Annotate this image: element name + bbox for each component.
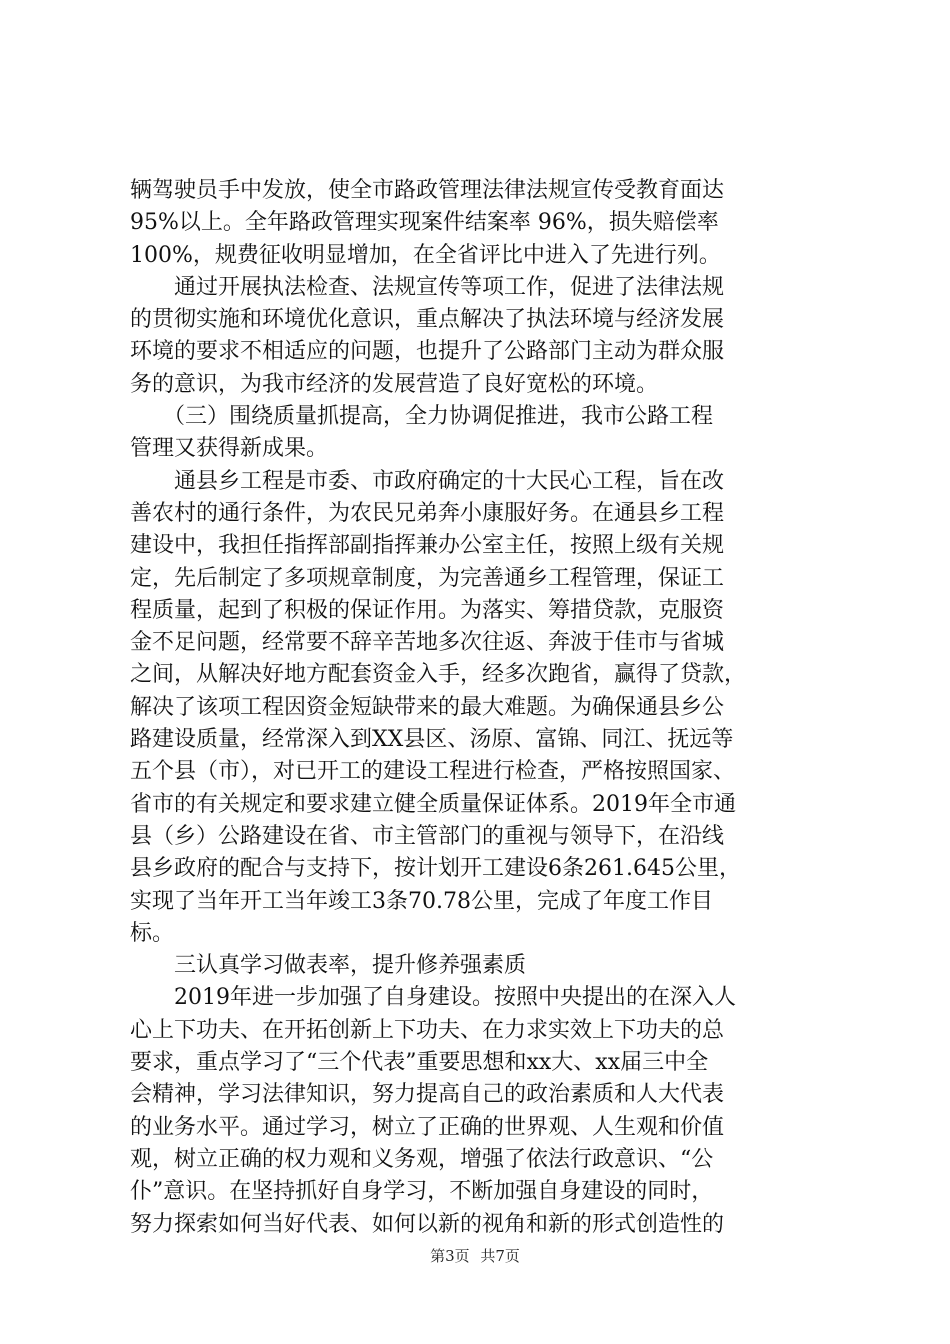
text-line: 县（乡）公路建设在省、市主管部门的重视与领导下，在沿线	[130, 823, 725, 849]
text-line: 实现了当年开工当年竣工3条70.78公里，完成了年度工作目	[130, 888, 713, 914]
text-line: 2019年进一步加强了自身建设。按照中央提出的在深入人	[130, 985, 736, 1011]
text-line: 程质量，起到了积极的保证作用。为落实、筹措贷款，克服资	[130, 597, 725, 623]
text-line: 的贯彻实施和环境优化意识，重点解决了执法环境与经济发展	[130, 307, 725, 333]
text-line: 心上下功夫、在开拓创新上下功夫、在力求实效上下功夫的总	[130, 1017, 725, 1043]
page-footer	[0, 1245, 950, 1266]
page-total: 共7页	[480, 1247, 520, 1265]
text-line: 务的意识，为我市经济的发展营造了良好宽松的环境。	[130, 371, 659, 397]
text-line: 辆驾驶员手中发放，使全市路政管理法律法规宣传受教育面达	[130, 178, 725, 203]
text-line: 环境的要求不相适应的问题，也提升了公路部门主动为群众服	[130, 339, 725, 365]
text-line: 三认真学习做表率，提升修养强素质	[130, 953, 527, 979]
text-line: 金不足问题，经常要不辞辛苦地多次往返、奔波于佳市与省城	[130, 630, 725, 656]
text-line: 通县乡工程是市委、市政府确定的十大民心工程，旨在改	[130, 468, 725, 494]
text-line: 要求，重点学习了“三个代表”重要思想和xx大、xx届三中全	[130, 1050, 709, 1076]
document-body	[130, 175, 830, 1241]
text-line: 路建设质量，经常深入到XX县区、汤原、富锦、同江、抚远等	[130, 727, 734, 753]
text-line: 观，树立正确的权力观和义务观，增强了依法行政意识、“公	[130, 1146, 714, 1172]
text-line: 五个县（市），对已开工的建设工程进行检查，严格按照国家、	[130, 759, 736, 785]
text-line: 努力探索如何当好代表、如何以新的视角和新的形式创造性的	[130, 1211, 725, 1237]
text-line: 定，先后制定了多项规章制度，为完善通乡工程管理，保证工	[130, 565, 725, 591]
text-line: 100%，规费征收明显增加，在全省评比中进入了先进行列。	[130, 242, 721, 268]
text-line: 95%以上。全年路政管理实现案件结案率 96%，损失赔偿率	[130, 210, 719, 236]
text-line: （三）围绕质量抓提高，全力协调促推进，我市公路工程	[130, 404, 714, 430]
text-line: 的业务水平。通过学习，树立了正确的世界观、人生观和价值	[130, 1114, 725, 1140]
text-line: 省市的有关规定和要求建立健全质量保证体系。2019年全市通	[130, 791, 736, 817]
text-line: 解决了该项工程因资金短缺带来的最大难题。为确保通县乡公	[130, 694, 725, 720]
text-line: 标。	[130, 920, 175, 946]
text-line: 会精神，学习法律知识，努力提高自己的政治素质和人大代表	[130, 1082, 725, 1108]
text-line: 之间，从解决好地方配套资金入手，经多次跑省，赢得了贷款，	[130, 662, 747, 688]
page-number: 第3页	[430, 1247, 470, 1265]
text-line: 管理又获得新成果。	[130, 436, 329, 462]
text-line: 通过开展执法检查、法规宣传等项工作，促进了法律法规	[130, 274, 725, 300]
text-line: 仆”意识。在坚持抓好自身学习，不断加强自身建设的同时，	[130, 1179, 714, 1205]
text-line: 县乡政府的配合与支持下，按计划开工建设6条261.645公里，	[130, 856, 741, 882]
text-line: 建设中，我担任指挥部副指挥兼办公室主任，按照上级有关规	[130, 533, 725, 559]
text-line: 善农村的通行条件，为农民兄弟奔小康服好务。在通县乡工程	[130, 500, 725, 526]
